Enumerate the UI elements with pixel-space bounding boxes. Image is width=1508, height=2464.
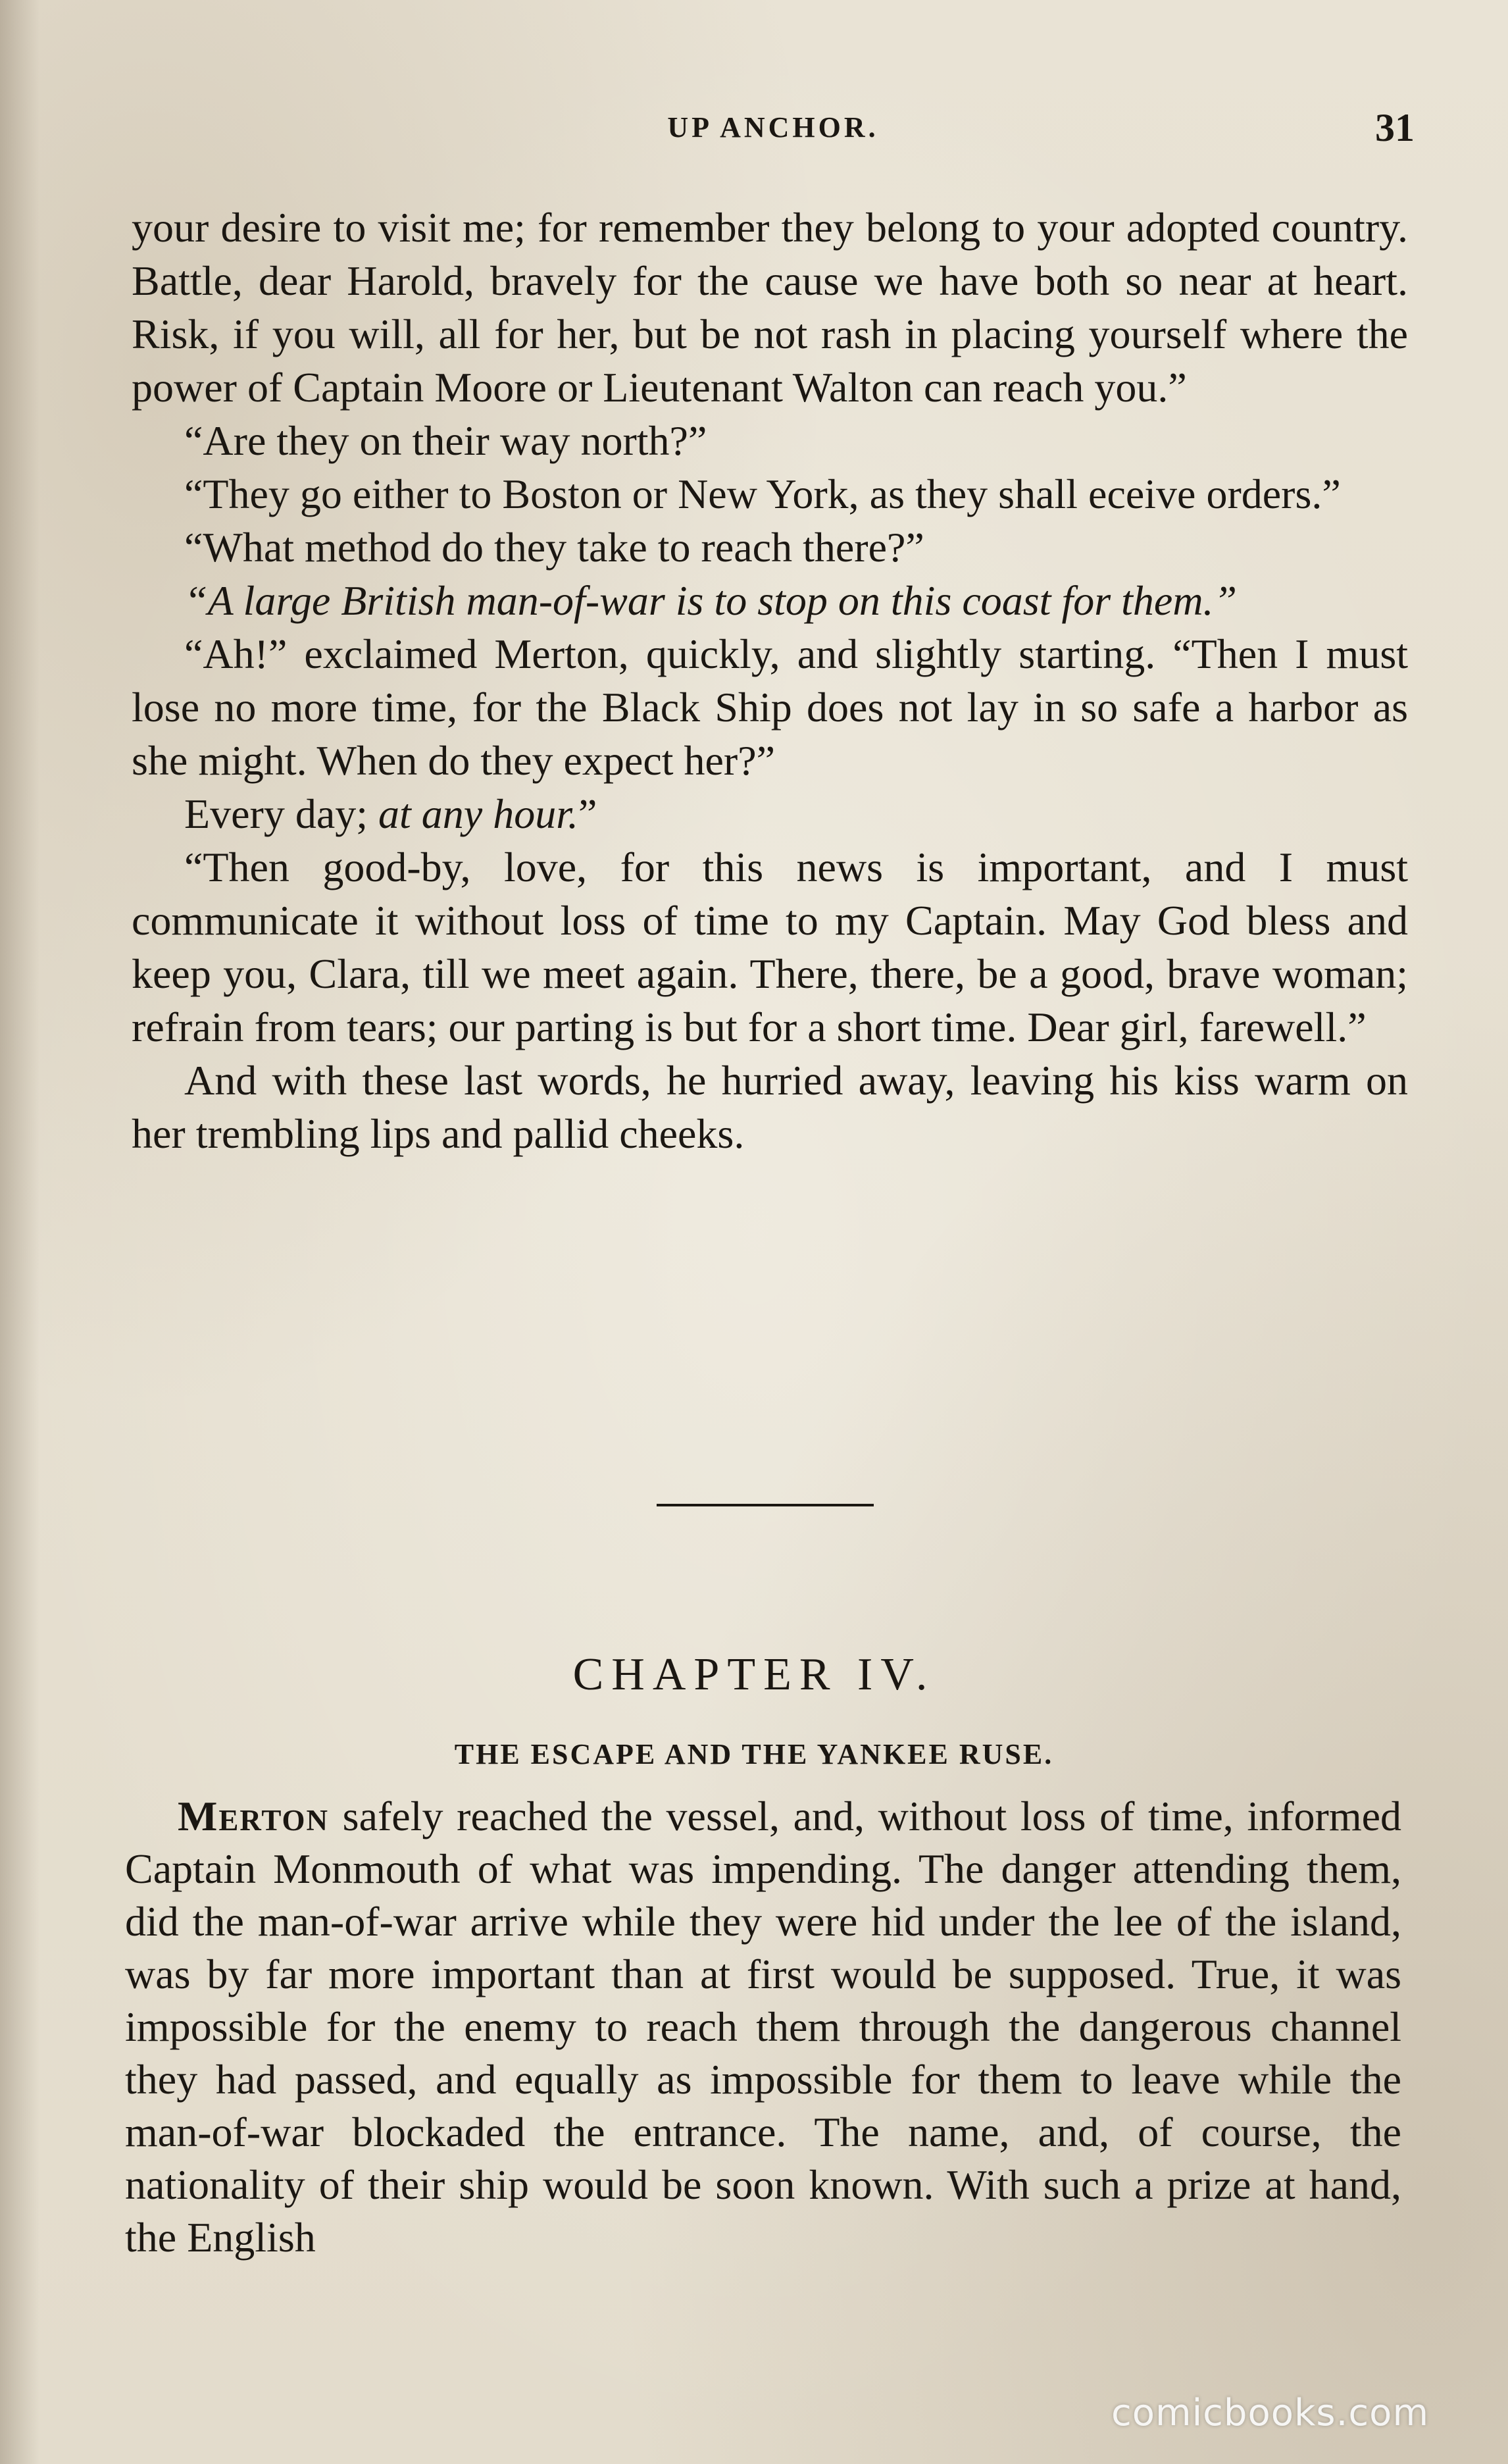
paragraph-1: your desire to visit me; for remember they belong to your adopted country. Battle, dear Harold, bravely for the cause we have both so near at heart. Risk, if you will, all for her, but be not rash in placing yourself where the power of Captain Moore or Lieutenant Walton can reach you.” — [132, 204, 1408, 411]
paragraph-8: “Then good-by, love, for this news is important, and I must communicate it without loss of time to my Captain. May God bless and keep you, Clara, till we meet again. There, there, be a good, brave woman; refrain from tears; our parting is but for a short time. Dear girl, farewell.” — [132, 844, 1408, 1050]
paragraph-7 — [132, 787, 1408, 840]
paragraph-4: “What method do they take to reach there?” — [184, 524, 924, 571]
page-number: 31 — [1375, 106, 1415, 149]
paragraph-6: “Ah!” exclaimed Merton, quickly, and slightly starting. “Then I must lose no more time, for the Black Ship does not lay in so safe a harbor as she might. When do they expect her?” — [132, 630, 1408, 784]
chapter-title: CHAPTER IV. — [572, 1649, 936, 1700]
paragraph-7-italic: at any hour. — [378, 790, 578, 837]
chapter-paragraph — [125, 1790, 1401, 2264]
paragraph-7-after: ” — [578, 790, 597, 837]
paragraph-7-before: Every day; — [184, 790, 378, 837]
chapter-lead-word: Merton — [178, 1793, 330, 1839]
running-head: UP ANCHOR. — [667, 111, 879, 143]
chapter-paragraph-text: safely reached the vessel, and, without loss of time, informed Captain Monmouth of what was impending. The danger attending them, did the man-of-war arrive while they were hid under the lee of the island, was by far more important than at first would be supposed. True, it was impossible for the enemy to reach them through the dangerous channel they had passed, and equally as impossible for them to leave while the man-of-war blockaded the entrance. The name, and, of course, the nationality of their ship would be soon known. With such a prize at hand, the English — [125, 1793, 1401, 2261]
page-edge-shadow — [0, 0, 39, 2464]
chapter-body — [125, 1790, 1401, 2264]
chapter-subtitle: THE ESCAPE AND THE YANKEE RUSE. — [454, 1738, 1054, 1770]
watermark: comicbooks.com — [1111, 2392, 1429, 2434]
page-header — [132, 99, 1415, 158]
section-divider — [657, 1504, 874, 1506]
paragraph-2: “Are they on their way north?” — [184, 417, 707, 464]
body-text — [132, 201, 1408, 1160]
paragraph-5: “A large British man-of-war is to stop on this coast for them.” — [184, 577, 1238, 624]
paragraph-3: “They go either to Boston or New York, as they shall eceive orders.” — [184, 471, 1341, 517]
paragraph-9: And with these last words, he hurried away, leaving his kiss warm on her trembling lips and pallid cheeks. — [132, 1057, 1408, 1157]
